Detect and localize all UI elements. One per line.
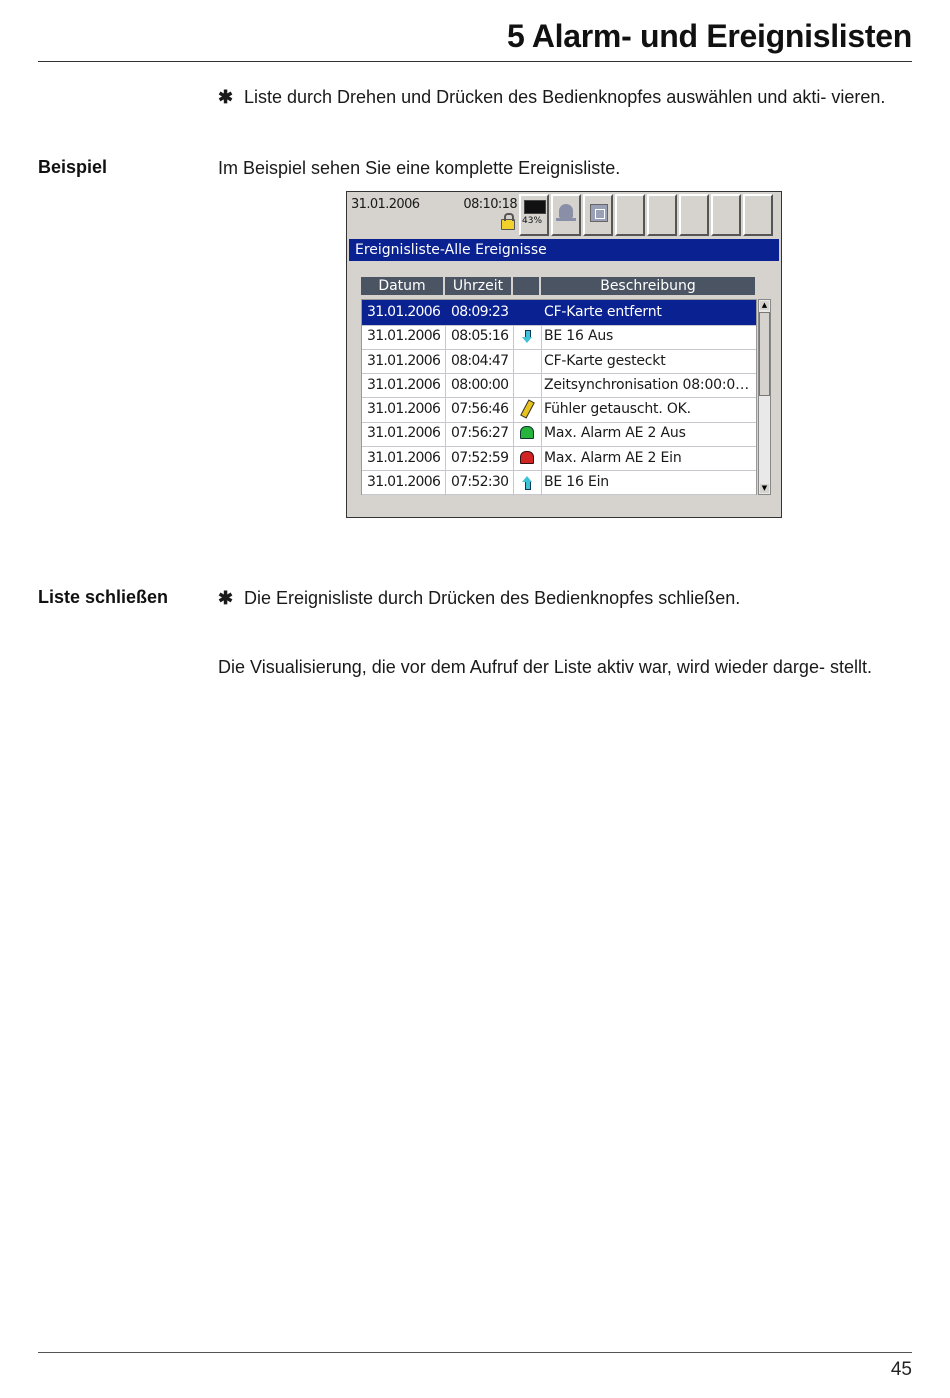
row-icon-cell <box>514 397 540 421</box>
table-row[interactable] <box>362 421 756 447</box>
row-icon-cell <box>514 324 540 348</box>
row-description: Max. Alarm AE 2 Ein <box>544 449 682 466</box>
bullet-marker: ✱ <box>218 87 234 107</box>
alarm-button[interactable] <box>551 194 581 236</box>
close-bullet-text: Die Ereignisliste durch Drücken des Bedienknopfes schließen. <box>244 588 741 608</box>
column-header-time[interactable]: Uhrzeit <box>445 277 511 295</box>
row-description: BE 16 Aus <box>544 328 614 345</box>
pencil-icon <box>520 399 535 418</box>
row-time: 07:52:30 <box>451 473 509 490</box>
toolbar-button-5[interactable] <box>647 194 677 236</box>
bell-icon <box>559 204 573 218</box>
row-date: 31.01.2006 <box>367 401 441 417</box>
row-icon-cell <box>514 349 540 373</box>
row-time: 08:04:47 <box>451 352 509 369</box>
column-header-description[interactable]: Beschreibung <box>541 277 755 295</box>
close-paragraph: Die Visualisierung, die vor dem Aufruf der Liste aktiv war, wird wieder darge- stellt. <box>218 657 872 677</box>
row-icon-cell <box>514 446 540 470</box>
table-row[interactable] <box>362 397 756 423</box>
row-time: 08:00:00 <box>451 376 509 393</box>
table-row[interactable] <box>362 324 756 350</box>
table-row[interactable] <box>362 373 756 399</box>
row-date: 31.01.2006 <box>367 425 441 442</box>
row-date: 31.01.2006 <box>367 328 441 345</box>
status-bar <box>349 194 520 236</box>
panel-icon <box>590 204 608 222</box>
column-header-date[interactable]: Datum <box>361 277 443 295</box>
row-time: 07:56:46 <box>451 401 509 417</box>
intro-bullet-text: Liste durch Drehen und Drücken des Bedienknopfes auswählen und akti- vieren. <box>244 87 886 107</box>
row-icon-cell <box>514 300 540 324</box>
row-icon-cell <box>514 470 540 494</box>
page-title: 5 Alarm- und Ereignislisten <box>506 18 912 54</box>
close-list-label: Liste schließen <box>38 587 169 607</box>
memory-card-icon <box>524 200 546 214</box>
row-icon-cell <box>514 373 540 397</box>
row-description: Max. Alarm AE 2 Aus <box>544 425 686 442</box>
row-time: 08:09:23 <box>451 304 509 320</box>
lock-icon <box>501 219 515 230</box>
row-time: 07:52:59 <box>451 449 509 466</box>
status-time: 08:10:18 <box>463 197 517 212</box>
scrollbar[interactable] <box>758 299 771 495</box>
toolbar-button-8[interactable] <box>743 194 773 236</box>
toolbar-button-7[interactable] <box>711 194 741 236</box>
scroll-down-icon[interactable]: ▼ <box>761 484 768 492</box>
list-title: Ereignisliste-Alle Ereignisse <box>349 239 779 261</box>
example-label: Beispiel <box>38 157 108 177</box>
scrollbar-thumb[interactable] <box>759 312 770 396</box>
table-body <box>361 299 757 495</box>
memory-percent: 43% <box>522 216 543 226</box>
scroll-up-icon[interactable]: ▲ <box>761 301 768 309</box>
arrow-down-icon <box>522 330 532 343</box>
intro-bullet <box>218 86 912 109</box>
table-row[interactable] <box>362 446 756 472</box>
bell-green-icon <box>520 426 534 439</box>
table-row[interactable] <box>362 470 756 496</box>
toolbar-button-4[interactable] <box>615 194 645 236</box>
row-date: 31.01.2006 <box>367 473 441 490</box>
device-screenshot <box>346 191 782 518</box>
row-time: 08:05:16 <box>451 328 509 345</box>
row-date: 31.01.2006 <box>367 449 441 466</box>
bell-red-icon <box>520 451 534 464</box>
status-date: 31.01.2006 <box>351 197 420 212</box>
row-description: CF-Karte gesteckt <box>544 352 666 369</box>
table-row[interactable] <box>362 349 756 375</box>
row-icon-cell <box>514 421 540 445</box>
row-date: 31.01.2006 <box>367 304 441 320</box>
header-rule <box>38 61 912 62</box>
row-date: 31.01.2006 <box>367 352 441 369</box>
table-row[interactable] <box>362 300 756 326</box>
example-text: Im Beispiel sehen Sie eine komplette Ereignisliste. <box>218 158 621 178</box>
panel-button[interactable] <box>583 194 613 236</box>
bullet-marker: ✱ <box>218 588 234 608</box>
row-date: 31.01.2006 <box>367 376 441 393</box>
close-bullet <box>218 587 912 610</box>
row-description: Fühler getauscht. OK. <box>544 401 691 417</box>
row-description: CF-Karte entfernt <box>544 304 662 320</box>
row-description: Zeitsynchronisation 08:00:0… <box>544 376 749 393</box>
page-number: 45 <box>890 1359 912 1380</box>
row-time: 07:56:27 <box>451 425 509 442</box>
toolbar-button-6[interactable] <box>679 194 709 236</box>
row-description: BE 16 Ein <box>544 473 609 490</box>
footer-rule <box>38 1352 912 1353</box>
column-header-icon[interactable] <box>513 277 539 295</box>
arrow-up-icon <box>522 476 532 489</box>
memory-button[interactable] <box>519 194 549 236</box>
